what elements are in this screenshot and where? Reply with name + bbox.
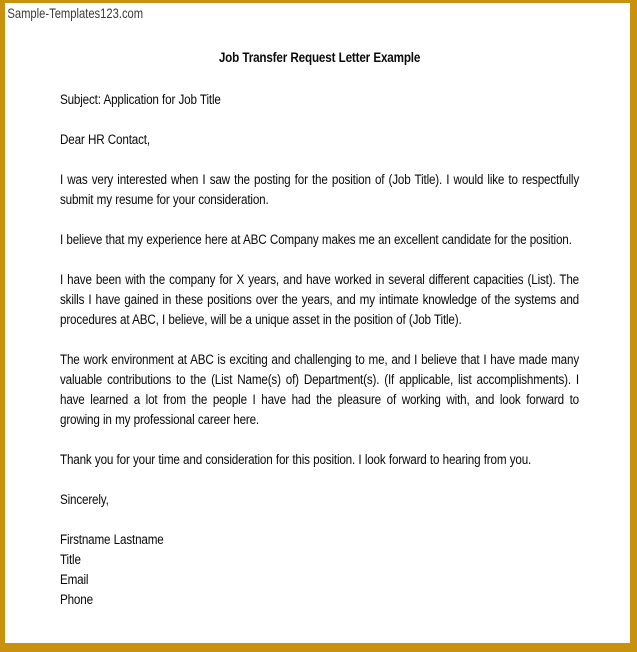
letter-title: Job Transfer Request Letter Example	[218, 50, 421, 65]
signature-block	[60, 530, 579, 610]
watermark: Sample-Templates123.com	[7, 5, 144, 21]
body-paragraph-3: I have been with the company for X years, and have worked in several different capacities (List). The skills I have gained in these positions over the years, and my intimate knowledge of the systems and procedures at ABC, I believe, will be a unique asset in the position of (Job Title).	[60, 272, 579, 327]
signature-phone: Phone	[60, 592, 93, 607]
body-paragraph-4: The work environment at ABC is exciting and challenging to me, and I believe that I have made many valuable contributions to the (List Name(s) of) Department(s). (If applicable, list accomplishments). I have learned a lot from the people I have had the pleasure of working with, and look forward to growing in my professional career here.	[60, 352, 579, 427]
closing: Sincerely,	[60, 492, 109, 507]
signature-title: Title	[60, 552, 81, 567]
salutation: Dear HR Contact,	[60, 132, 150, 147]
body-paragraph-2: I believe that my experience here at ABC Company makes me an excellent candidate for the position.	[60, 232, 572, 247]
signature-name: Firstname Lastname	[60, 532, 164, 547]
subject-line: Subject: Application for Job Title	[60, 92, 221, 107]
letter-body	[60, 48, 579, 610]
body-paragraph-1: I was very interested when I saw the posting for the position of (Job Title). I would like to respectfully submit my resume for your consideration.	[60, 172, 579, 207]
signature-email: Email	[60, 572, 89, 587]
body-paragraph-5: Thank you for your time and consideration for this position. I look forward to hearing from you.	[60, 452, 532, 467]
